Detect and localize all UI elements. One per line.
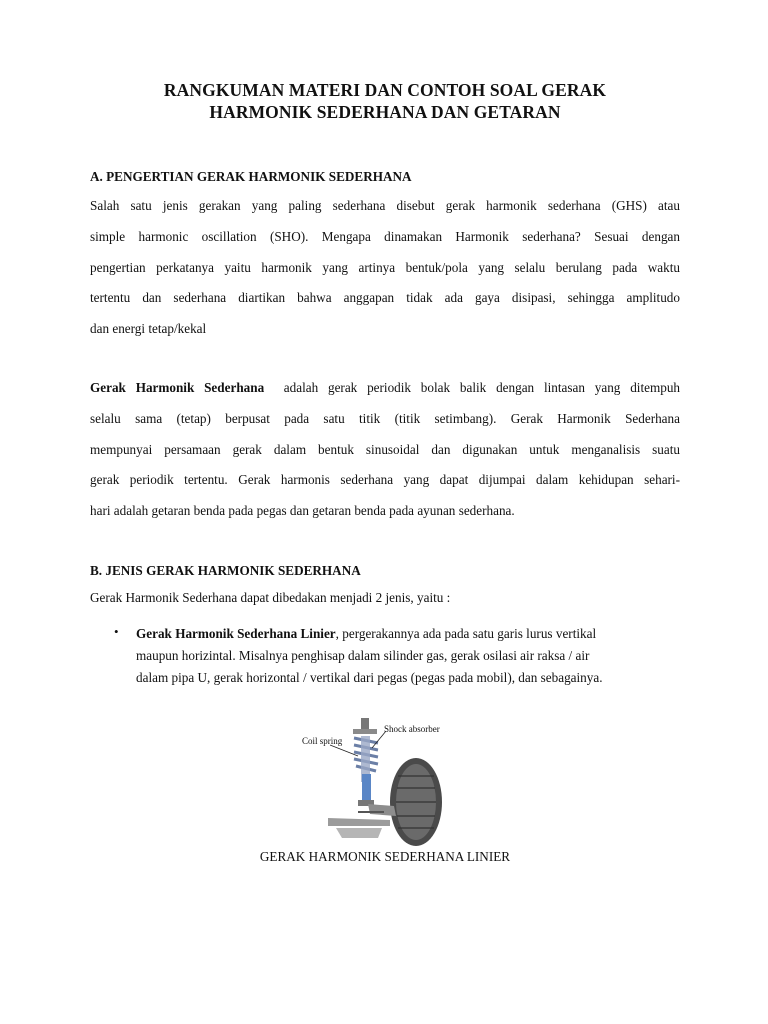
bullet-term-bold: Gerak Harmonik Sederhana Linier [136,626,336,641]
title-line-1: RANGKUMAN MATERI DAN CONTOH SOAL GERAK [163,80,607,100]
label-shock-absorber: Shock absorber [384,724,440,734]
paragraph-line: Salah satu jenis gerakan yang paling sederhana disebut gerak harmonik sederhana (GHS) atau [90,198,680,213]
paragraph-line: simple harmonic oscillation (SHO). Mengapa dinamakan Harmonik sederhana? Sesuai dengan [90,228,680,244]
paragraph-line: hari adalah getaran benda pada pegas dan getaran benda pada ayunan sederhana. [90,503,515,519]
bullet-icon: • [114,624,119,639]
section-a-paragraph-2 [90,373,680,527]
document-title [90,79,680,123]
label-coil-spring: Coil spring [302,736,343,746]
bullet-line [136,623,681,645]
paragraph-line: dan energi tetap/kekal [90,321,207,337]
section-b-heading: B. JENIS GERAK HARMONIK SEDERHANA [90,563,361,578]
title-line-2: HARMONIK SEDERHANA DAN GETARAN [209,102,561,122]
bullet-line: maupun horizintal. Misalnya penghisap dalam silinder gas, gerak osilasi air raksa / air [136,647,590,663]
bullet-line-rest: , pergerakannya ada pada satu garis lurus vertikal [335,626,597,641]
paragraph-line: tertentu dan sederhana diartikan bahwa anggapan tidak ada gaya disipasi, sehingga amplitudo [90,290,680,306]
section-a-heading: A. PENGERTIAN GERAK HARMONIK SEDERHANA [90,169,412,184]
paragraph-line [90,373,680,404]
paragraph-line: mempunyai persamaan gerak dalam bentuk sinusoidal dan digunakan untuk menganalisis suatu [90,441,680,457]
paragraph-line: pengertian perkatanya yaitu harmonik yang artinya bentuk/pola yang selalu berulang pada waktu [90,259,680,275]
paragraph-line: selalu sama (tetap) berpusat pada satu titik (titik setimbang). Gerak Harmonik Sederhana [90,410,680,426]
section-a-paragraph-1 [90,191,680,345]
bullet-line: dalam pipa U, gerak horizontal / vertikal dari pegas (pegas pada mobil), dan sebagainya. [136,669,603,685]
paragraph-line-rest: adalah gerak periodik bolak balik dengan lintasan yang ditempuh [283,380,681,395]
term-bold: Gerak Harmonik Sederhana [90,380,265,395]
bullet-item-linier [136,623,681,688]
figure-caption: GERAK HARMONIK SEDERHANA LINIER [259,849,511,864]
paragraph-line: gerak periodik tertentu. Gerak harmonis sederhana yang dapat dijumpai dalam kehidupan sehari- [90,472,680,488]
car-suspension-image [298,716,468,848]
intro-line: Gerak Harmonik Sederhana dapat dibedakan menjadi 2 jenis, yaitu : [90,590,451,605]
section-b-intro [90,588,680,608]
